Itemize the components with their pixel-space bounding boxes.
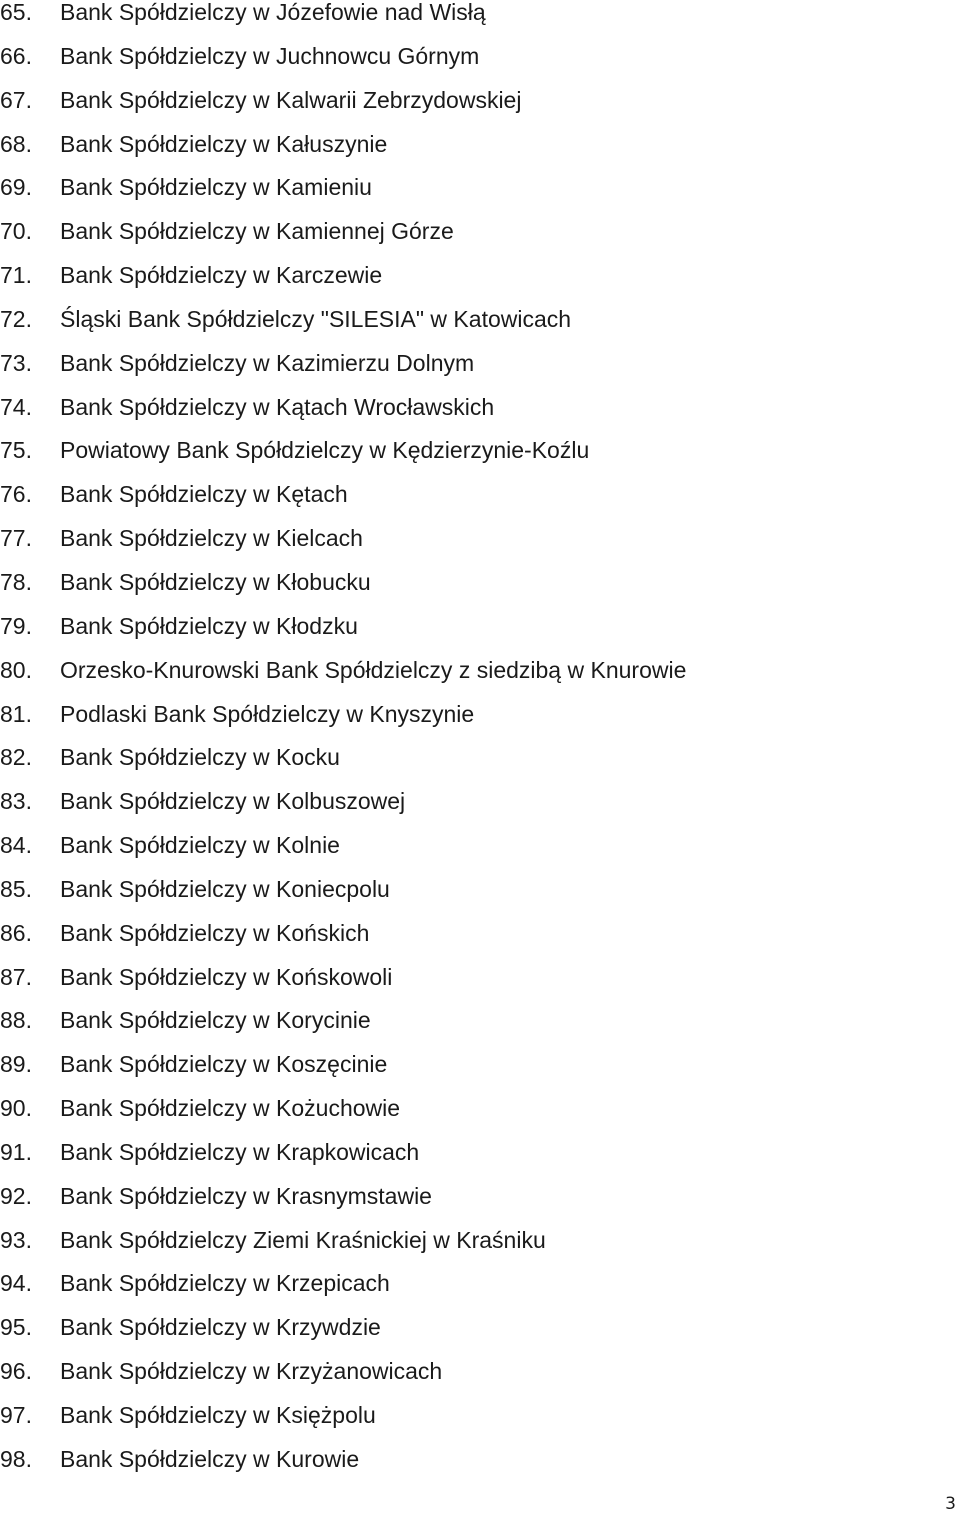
page-number: 3 (945, 1494, 956, 1514)
item-number: 89. (0, 1051, 32, 1078)
list-item (0, 1046, 686, 1090)
list-item (0, 564, 686, 608)
list-item (0, 696, 686, 740)
bank-name: Bank Spółdzielczy w Karczewie (60, 262, 383, 289)
item-number: 96. (0, 1358, 32, 1385)
bank-name: Bank Spółdzielczy w Kłodzku (60, 612, 358, 639)
list-item (0, 959, 686, 1003)
list-item (0, 1134, 686, 1178)
list-item (0, 652, 686, 696)
item-number: 94. (0, 1270, 32, 1297)
item-number: 84. (0, 832, 32, 859)
item-number: 70. (0, 218, 32, 245)
bank-name: Orzesko-Knurowski Bank Spółdzielczy z siedzibą w Knurowie (60, 656, 687, 683)
bank-name: Bank Spółdzielczy w Kożuchowie (60, 1095, 401, 1122)
bank-name: Bank Spółdzielczy w Kałuszynie (60, 130, 388, 157)
list-item (0, 1441, 686, 1485)
list-item (0, 213, 686, 257)
bank-name: Bank Spółdzielczy w Juchnowcu Górnym (60, 42, 480, 69)
bank-name: Bank Spółdzielczy w Kamiennej Górze (60, 218, 454, 245)
item-number: 97. (0, 1402, 32, 1428)
list-item (0, 301, 686, 345)
item-number: 72. (0, 305, 32, 332)
bank-name: Bank Spółdzielczy w Kętach (60, 481, 348, 508)
item-number: 93. (0, 1226, 32, 1253)
item-number: 76. (0, 481, 32, 508)
list-item (0, 739, 686, 783)
bank-name: Bank Spółdzielczy w Kurowie (60, 1445, 360, 1472)
list-item (0, 1309, 686, 1353)
item-number: 95. (0, 1314, 32, 1341)
bank-name: Bank Spółdzielczy w Krzyżanowicach (60, 1358, 443, 1385)
list-item (0, 169, 686, 213)
item-number: 86. (0, 919, 32, 946)
bank-name: Bank Spółdzielczy w Kielcach (60, 525, 363, 552)
bank-name: Bank Spółdzielczy Ziemi Kraśnickiej w Kraśniku (60, 1226, 546, 1253)
list-item (0, 1002, 686, 1046)
item-number: 74. (0, 393, 32, 420)
bank-name: Bank Spółdzielczy w Kocku (60, 744, 340, 771)
item-number: 88. (0, 1007, 32, 1034)
bank-name: Bank Spółdzielczy w Krzywdzie (60, 1314, 381, 1341)
list-item (0, 1397, 686, 1441)
item-number: 71. (0, 262, 32, 289)
list-item (0, 915, 686, 959)
list-item (0, 871, 686, 915)
list-item (0, 1090, 686, 1134)
list-item (0, 345, 686, 389)
list-item (0, 1178, 686, 1222)
item-number: 90. (0, 1095, 32, 1122)
bank-name: Bank Spółdzielczy w Kątach Wrocławskich (60, 393, 495, 420)
list-item (0, 0, 686, 38)
item-number: 69. (0, 174, 32, 201)
bank-name: Bank Spółdzielczy w Księżpolu (60, 1402, 376, 1428)
list-item (0, 38, 686, 82)
list-item (0, 389, 686, 433)
list-item (0, 1265, 686, 1309)
item-number: 98. (0, 1445, 32, 1472)
item-number: 92. (0, 1182, 32, 1209)
item-number: 66. (0, 42, 32, 69)
bank-name: Śląski Bank Spółdzielczy "SILESIA" w Katowicach (60, 305, 572, 332)
list-item (0, 827, 686, 871)
bank-name: Bank Spółdzielczy w Koniecpolu (60, 875, 390, 902)
list-item (0, 520, 686, 564)
bank-name: Bank Spółdzielczy w Korycinie (60, 1007, 371, 1034)
item-number: 81. (0, 700, 32, 727)
bank-name: Bank Spółdzielczy w Kalwarii Zebrzydowskiej (60, 86, 522, 113)
list-item (0, 82, 686, 126)
bank-name: Bank Spółdzielczy w Krzepicach (60, 1270, 390, 1297)
bank-name: Bank Spółdzielczy w Krapkowicach (60, 1138, 420, 1165)
bank-name: Bank Spółdzielczy w Kazimierzu Dolnym (60, 349, 475, 376)
bank-name: Bank Spółdzielczy w Kolnie (60, 832, 340, 859)
item-number: 77. (0, 525, 32, 552)
bank-name: Bank Spółdzielczy w Krasnymstawie (60, 1182, 432, 1209)
item-number: 73. (0, 349, 32, 376)
bank-name: Bank Spółdzielczy w Kolbuszowej (60, 788, 406, 815)
bank-name: Bank Spółdzielczy w Józefowie nad Wisłą (60, 0, 486, 25)
bank-name: Bank Spółdzielczy w Koszęcinie (60, 1051, 388, 1078)
bank-name: Bank Spółdzielczy w Kłobucku (60, 568, 371, 595)
item-number: 68. (0, 130, 32, 157)
list-item (0, 257, 686, 301)
list-item (0, 432, 686, 476)
item-number: 83. (0, 788, 32, 815)
list-item (0, 783, 686, 827)
item-number: 82. (0, 744, 32, 771)
bank-name: Podlaski Bank Spółdzielczy w Knyszynie (60, 700, 475, 727)
bank-name: Powiatowy Bank Spółdzielczy w Kędzierzynie-Koźlu (60, 437, 590, 464)
bank-name: Bank Spółdzielczy w Kamieniu (60, 174, 372, 201)
item-number: 65. (0, 0, 32, 25)
list-item (0, 126, 686, 170)
list-item (0, 476, 686, 520)
item-number: 85. (0, 875, 32, 902)
item-number: 87. (0, 963, 32, 990)
item-number: 79. (0, 612, 32, 639)
list-item (0, 608, 686, 652)
item-number: 75. (0, 437, 32, 464)
item-number: 78. (0, 568, 32, 595)
item-number: 91. (0, 1138, 32, 1165)
bank-name: Bank Spółdzielczy w Końskowoli (60, 963, 393, 990)
list-item (0, 1353, 686, 1397)
item-number: 80. (0, 656, 32, 683)
item-number: 67. (0, 86, 32, 113)
bank-name: Bank Spółdzielczy w Końskich (60, 919, 370, 946)
list-item (0, 1222, 686, 1266)
